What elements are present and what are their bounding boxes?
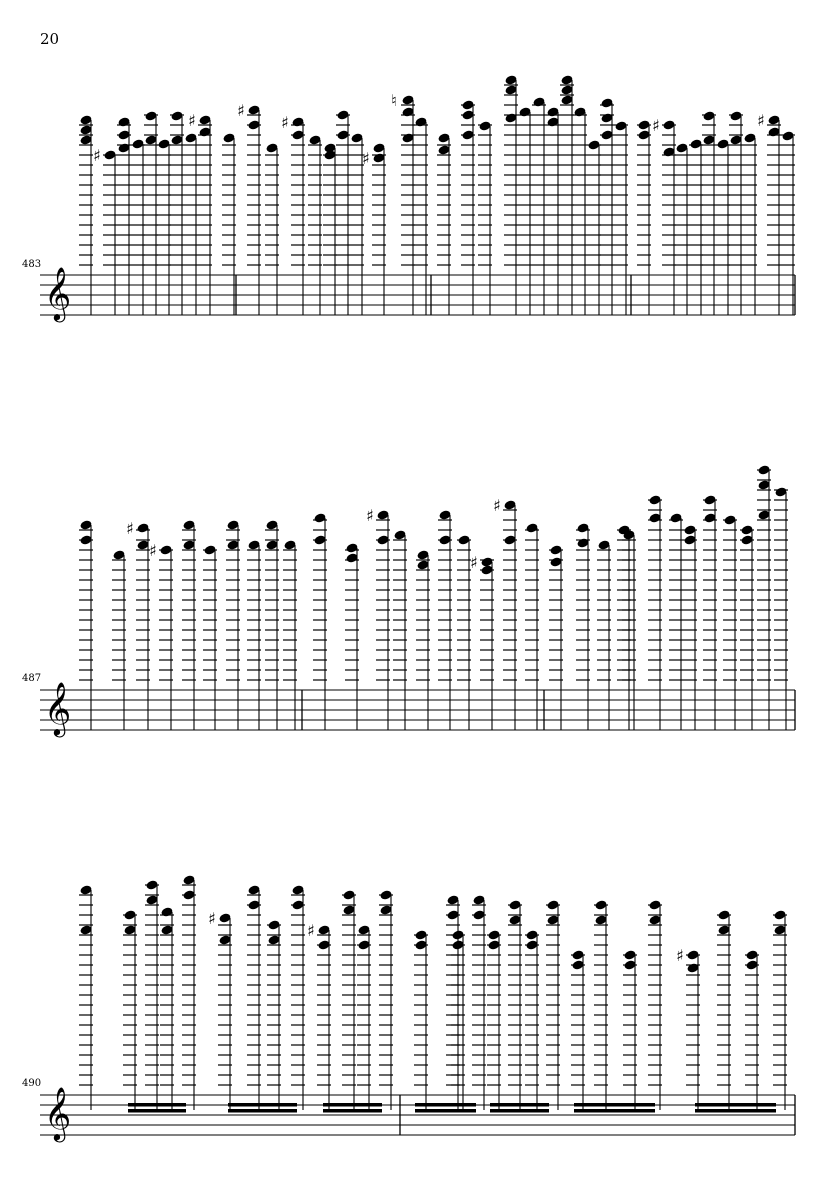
note-chord [265,142,279,315]
note-chord [637,119,651,315]
note-chord [773,909,787,1110]
note-chord [126,519,150,730]
note-chord [597,539,611,730]
note-chord [414,929,428,1110]
note-chord [560,74,574,315]
note-chord [170,110,184,315]
note-chord [571,949,585,1110]
sharp-icon: ♯ [126,519,134,538]
note-chord [508,899,522,1110]
beam [574,1103,655,1107]
beam [490,1109,549,1113]
treble-clef-icon: 𝄞 [44,1086,72,1140]
note-chord [265,519,279,730]
sharp-icon: ♯ [188,111,196,130]
note-chord [342,889,356,1110]
sharp-icon: ♯ [307,921,315,940]
system-2-measure-number: 487 [22,673,42,684]
note-chord [617,524,631,730]
beam [128,1109,186,1113]
note-chord [745,949,759,1110]
sharp-icon: ♯ [237,101,245,120]
note-chord [702,110,716,315]
note-chord [144,110,158,315]
note-chord [237,101,261,315]
staff-system-2 [40,464,795,737]
note-chord [157,138,171,315]
beam [415,1103,476,1107]
note-chord [267,919,281,1110]
sharp-icon: ♯ [493,496,501,515]
note-chord [600,97,614,315]
note-chord [307,921,331,1110]
sharp-icon: ♯ [652,116,660,135]
note-chord [614,120,628,315]
note-chord [478,120,492,315]
note-chord [525,522,539,730]
sharp-icon: ♯ [362,149,370,168]
note-chord [689,138,703,315]
sharp-icon: ♯ [676,946,684,965]
beam [323,1103,382,1107]
note-chord [437,132,451,315]
note-chord [184,132,198,315]
beam [695,1103,776,1107]
note-chord [366,506,390,730]
note-chord [774,486,788,730]
note-chord [487,929,501,1110]
beam [228,1103,297,1107]
note-chord [729,110,743,315]
note-chord [470,553,494,730]
note-chord [703,494,717,730]
note-chord [416,549,430,730]
note-chord [357,924,371,1110]
note-chord [308,134,322,315]
note-chord [518,106,532,315]
note-chord [504,74,518,315]
note-chord [576,522,590,730]
note-chord [573,106,587,315]
note-chord [323,142,337,315]
note-chord [336,109,350,315]
beam [490,1103,549,1107]
note-chord [676,946,700,1110]
staff-system-3 [40,874,795,1142]
treble-clef-icon: 𝄞 [44,681,72,735]
note-chord [716,138,730,315]
note-chord [525,929,539,1110]
note-chord [669,512,683,730]
sharp-icon: ♯ [366,506,374,525]
note-chord [740,524,754,730]
note-chord [283,539,297,730]
note-chord [182,519,196,730]
note-chord [623,949,637,1110]
note-chord [532,96,546,315]
note-chord [743,132,757,315]
note-chord [93,146,117,315]
beam [695,1109,776,1113]
beam [228,1109,297,1113]
note-chord [131,138,145,315]
note-chord [226,519,240,730]
natural-icon: ♮ [391,91,397,110]
treble-clef-icon: 𝄞 [44,266,72,320]
system-1-measure-number: 483 [22,259,42,270]
note-chord [546,106,560,315]
note-chord [313,512,327,730]
note-chord [683,524,697,730]
note-chord [757,111,781,315]
note-chord [438,509,452,730]
note-chord [472,894,486,1110]
beam [128,1103,186,1107]
system-3-measure-number: 490 [22,1078,42,1089]
note-chord [717,909,731,1110]
note-chord [182,874,196,1110]
note-chord [247,539,261,730]
note-chord [145,879,159,1110]
sharp-icon: ♯ [757,111,765,130]
note-chord [457,534,471,730]
note-chord [587,139,601,315]
beam [574,1109,655,1113]
note-chord [345,542,359,730]
note-chord [781,130,795,315]
note-chord [379,889,393,1110]
sharp-icon: ♯ [93,146,101,165]
note-chord [493,496,517,730]
note-chord [391,91,415,315]
note-chord [208,909,232,1110]
note-chord [461,99,475,315]
note-chord [648,494,662,730]
note-chord [549,544,563,730]
note-chord [247,884,261,1110]
note-chord [546,899,560,1110]
staff-system-1 [40,74,795,322]
note-chord [648,899,662,1110]
note-chord [79,884,93,1110]
note-chord [675,142,689,315]
note-chord [112,549,126,730]
note-chord [362,142,386,315]
sharp-icon: ♯ [281,113,289,132]
note-chord [723,514,737,730]
note-chord [446,894,460,1110]
note-chord [291,884,305,1110]
page-number: 20 [40,30,60,48]
note-chord [149,541,173,730]
sharp-icon: ♯ [149,541,157,560]
sharp-icon: ♯ [208,909,216,928]
note-chord [79,519,93,730]
note-chord [123,909,137,1110]
note-chord [160,906,174,1110]
note-chord [203,544,217,730]
beam [415,1109,476,1113]
sharp-icon: ♯ [470,553,478,572]
beam [323,1109,382,1113]
note-chord [222,132,236,315]
note-chord [594,899,608,1110]
